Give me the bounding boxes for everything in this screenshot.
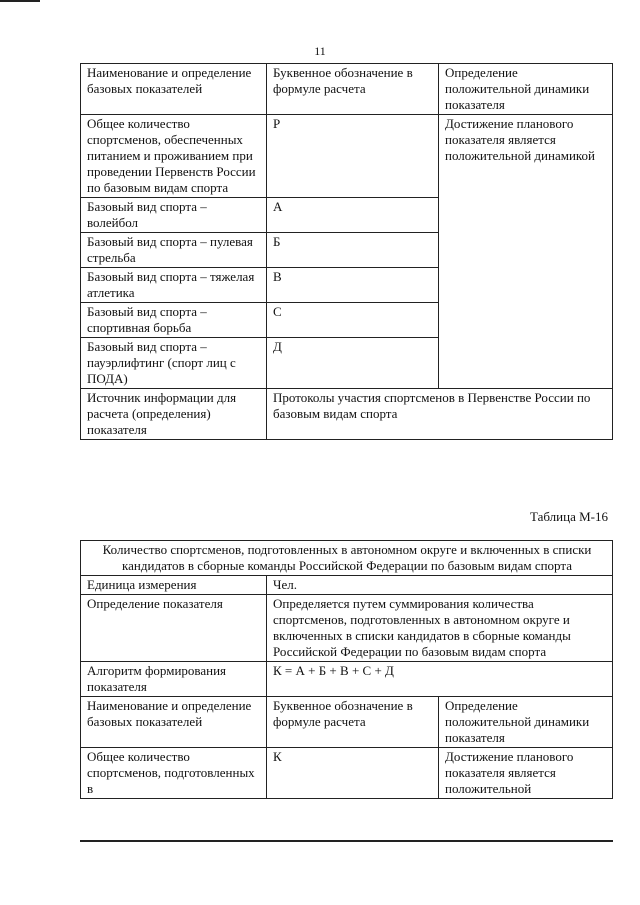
page-bottom-border bbox=[80, 840, 613, 842]
source-value-cell: Протоколы участия спортсменов в Первенстве России по базовым видам спорта bbox=[267, 389, 613, 440]
algorithm-label-cell: Алгоритм формирования показателя bbox=[81, 662, 267, 697]
header-cell-letter: Буквенное обозначение в формуле расчета bbox=[267, 697, 439, 748]
indicator-name-cell: Общее количество спортсменов, обеспеченных питанием и проживанием при проведении Первенств России по базовым видам спорта bbox=[81, 115, 267, 198]
title-row bbox=[81, 541, 613, 576]
definition-row bbox=[81, 595, 613, 662]
header-cell-letter: Буквенное обозначение в формуле расчета bbox=[267, 64, 439, 115]
indicator-name-cell: Базовый вид спорта – тяжелая атлетика bbox=[81, 268, 267, 303]
header-cell-name: Наименование и определение базовых показателей bbox=[81, 697, 267, 748]
definition-value-cell: Определяется путем суммирования количества спортсменов, подготовленных в автономном округе и включенных в списки кандидатов в сборные команды Российской Федерации по базовым видам спорта bbox=[267, 595, 613, 662]
indicator-title: Количество спортсменов, подготовленных в автономном округе и включенных в списки кандидатов в сборные команды Российской Федерации по базовым видам спорта bbox=[81, 541, 613, 576]
table-header-row bbox=[81, 697, 613, 748]
source-label-cell: Источник информации для расчета (определения) показателя bbox=[81, 389, 267, 440]
unit-value-cell: Чел. bbox=[267, 576, 613, 595]
indicator-letter-cell: Б bbox=[267, 233, 439, 268]
indicator-letter-cell: Д bbox=[267, 338, 439, 389]
table-row bbox=[81, 115, 613, 198]
base-indicators-table bbox=[80, 63, 613, 440]
indicator-passport-table bbox=[80, 540, 613, 799]
unit-label-cell: Единица измерения bbox=[81, 576, 267, 595]
indicator-name-cell: Базовый вид спорта – спортивная борьба bbox=[81, 303, 267, 338]
table-row bbox=[81, 748, 613, 799]
source-row bbox=[81, 389, 613, 440]
algorithm-value-cell: К = А + Б + В + С + Д bbox=[267, 662, 613, 697]
indicator-letter-cell: В bbox=[267, 268, 439, 303]
unit-row bbox=[81, 576, 613, 595]
indicator-letter-cell: К bbox=[267, 748, 439, 799]
algorithm-row bbox=[81, 662, 613, 697]
header-cell-name: Наименование и определение базовых показателей bbox=[81, 64, 267, 115]
indicator-name-cell: Общее количество спортсменов, подготовленных в bbox=[81, 748, 267, 799]
header-cell-dynamics: Определение положительной динамики показателя bbox=[439, 697, 613, 748]
dynamics-cell: Достижение планового показателя является положительной bbox=[439, 748, 613, 799]
header-cell-dynamics: Определение положительной динамики показателя bbox=[439, 64, 613, 115]
indicator-name-cell: Базовый вид спорта – пулевая стрельба bbox=[81, 233, 267, 268]
definition-label-cell: Определение показателя bbox=[81, 595, 267, 662]
page-number: 11 bbox=[314, 44, 326, 58]
dynamics-cell: Достижение планового показателя является положительной динамикой bbox=[439, 115, 613, 389]
indicator-letter-cell: Р bbox=[267, 115, 439, 198]
indicator-name-cell: Базовый вид спорта – волейбол bbox=[81, 198, 267, 233]
table-caption: Таблица М-16 bbox=[530, 509, 608, 524]
indicator-letter-cell: А bbox=[267, 198, 439, 233]
indicator-letter-cell: С bbox=[267, 303, 439, 338]
indicator-name-cell: Базовый вид спорта – пауэрлифтинг (спорт лиц с ПОДА) bbox=[81, 338, 267, 389]
scan-corner-mark bbox=[0, 0, 40, 2]
table-header-row bbox=[81, 64, 613, 115]
